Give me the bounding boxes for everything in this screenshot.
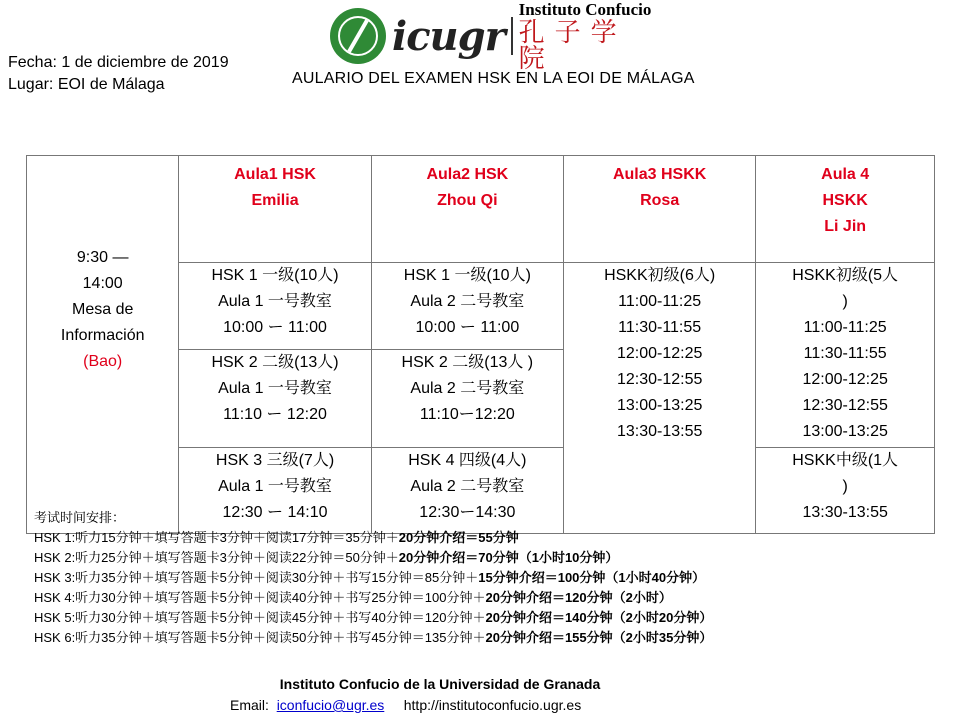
note-row-hsk1 xyxy=(34,528,712,548)
exam-place: Lugar: EOI de Málaga xyxy=(8,76,165,93)
note-bold: 20分钟介绍＝155分钟（2小时35分钟） xyxy=(485,630,713,645)
notes-heading: 考试时间安排： xyxy=(34,510,126,525)
session-level: HSK 4 四级(4人) xyxy=(408,452,527,469)
website-url[interactable]: http://institutoconfucio.ugr.es xyxy=(403,697,582,713)
session-level: HSK 3 三级(7人) xyxy=(215,452,335,469)
time-slot: 12:30-12:55 xyxy=(802,397,888,414)
desk-time-end: 14:00 xyxy=(82,274,123,292)
aula2-session-2 xyxy=(371,350,563,448)
aula2-session-1 xyxy=(371,263,563,350)
session-room: Aula 2 二号教室 xyxy=(410,293,525,310)
aula4-sessions-2 xyxy=(756,448,935,534)
session-level: HSKK中级(1人 xyxy=(792,452,899,469)
session-time: 10:00 ー 11:00 xyxy=(223,319,327,336)
aula4-header xyxy=(756,156,935,263)
time-slot: 11:00-11:25 xyxy=(618,293,702,310)
institute-name-en: Instituto Confucio xyxy=(518,0,652,19)
session-level: HSKK初级(5人 xyxy=(792,267,899,284)
note-bold: 15分钟介绍＝100分钟（1小时40分钟） xyxy=(478,570,706,585)
aula4-teacher: Li Jin xyxy=(824,218,867,235)
time-slot: 11:30-11:55 xyxy=(618,319,702,336)
aula2-header xyxy=(371,156,563,263)
aula3-title: Aula3 HSKK xyxy=(612,166,707,183)
aula2-teacher: Zhou Qi xyxy=(437,192,498,209)
schedule-table xyxy=(26,155,935,534)
session-level-cont: ) xyxy=(842,478,848,495)
aula4-sessions-1 xyxy=(756,263,935,448)
session-time: 12:30ー14:30 xyxy=(419,504,516,521)
session-level: HSK 1 一级(10人) xyxy=(403,267,531,284)
aula2-title: Aula2 HSK xyxy=(426,166,509,183)
footer-contact xyxy=(230,697,581,713)
time-slot: 13:30-13:55 xyxy=(616,423,703,440)
time-slot: 11:30-11:55 xyxy=(803,345,887,362)
session-level: HSK 2 二级(13人 ) xyxy=(401,354,534,371)
note-row-hsk2 xyxy=(34,548,712,568)
aula1-title: Aula1 HSK xyxy=(234,166,316,183)
note-bold: 20分钟介绍＝140分钟（2小时20分钟） xyxy=(485,610,713,625)
time-slot: 12:00-12:25 xyxy=(616,345,703,362)
note-row-hsk4 xyxy=(34,588,712,608)
time-slot: 13:00-13:25 xyxy=(616,397,703,414)
aula3-teacher: Rosa xyxy=(640,192,680,209)
note-plain: HSK 5:听力30分钟＋填写答题卡5分钟＋阅读45分钟＋书写40分钟＝120分钟＋ xyxy=(34,610,486,625)
session-time: 11:10ー12:20 xyxy=(419,406,515,423)
session-time: 10:00 ー 11:00 xyxy=(415,319,520,336)
session-level-cont: ) xyxy=(842,293,848,310)
note-plain: HSK 2:听力25分钟＋填写答题卡3分钟＋阅读22分钟＝50分钟＋ xyxy=(34,550,399,565)
note-plain: HSK 3:听力35分钟＋填写答题卡5分钟＋阅读30分钟＋书写15分钟＝85分钟＋ xyxy=(34,570,479,585)
aula1-header xyxy=(179,156,371,263)
aula3-sessions xyxy=(564,263,756,534)
note-plain: HSK 6:听力35分钟＋填写答题卡5分钟＋阅读50分钟＋书写45分钟＝135分钟＋ xyxy=(34,630,486,645)
brand-wordmark: icugr xyxy=(392,12,505,60)
desk-label-2: Información xyxy=(60,326,145,344)
time-slot: 13:00-13:25 xyxy=(802,423,888,440)
aula4-title: Aula 4 xyxy=(821,166,870,183)
brand-divider xyxy=(511,17,513,55)
session-level: HSKK初级(6人) xyxy=(604,267,716,284)
email-label: Email: xyxy=(230,697,269,713)
exam-meta xyxy=(8,52,229,96)
aula3-header xyxy=(564,156,756,263)
note-row-hsk3 xyxy=(34,568,712,588)
time-slot: 12:00-12:25 xyxy=(802,371,888,388)
note-bold: 20分钟介绍＝70分钟（1小时10分钟） xyxy=(398,550,619,565)
aula1-teacher: Emilia xyxy=(251,192,299,209)
time-slot: 13:30-13:55 xyxy=(802,504,888,521)
aula4-exam: HSKK xyxy=(822,192,868,209)
confucius-seal-icon xyxy=(330,8,386,64)
note-bold: 20分钟介绍＝120分钟（2小时） xyxy=(485,590,672,605)
footer-institution: Instituto Confucio de la Universidad de Granada xyxy=(279,676,601,692)
aula1-session-2 xyxy=(179,350,371,448)
exam-duration-notes xyxy=(34,508,712,648)
session-room: Aula 2 二号教室 xyxy=(410,478,525,495)
aula1-session-1 xyxy=(179,263,371,350)
info-desk-cell xyxy=(27,156,179,534)
time-slot: 11:00-11:25 xyxy=(803,319,887,336)
institute-name-cn: 孔子学院 xyxy=(518,17,627,74)
session-room: Aula 1 一号教室 xyxy=(218,293,332,310)
time-slot: 12:30-12:55 xyxy=(616,371,703,388)
note-plain: HSK 1:听力15分钟＋填写答题卡3分钟＋阅读17分钟＝35分钟＋ xyxy=(34,530,399,545)
session-level: HSK 2 二级(13人) xyxy=(211,354,339,371)
brand-names xyxy=(519,1,660,72)
desk-time-start: 9:30 — xyxy=(76,248,129,266)
desk-person: (Bao) xyxy=(83,352,123,370)
session-time: 12:30 ー 14:10 xyxy=(222,504,328,521)
exam-date: Fecha: 1 de diciembre de 2019 xyxy=(8,54,229,71)
session-room: Aula 2 二号教室 xyxy=(410,380,525,397)
session-level: HSK 1 一级(10人) xyxy=(211,267,339,284)
desk-label-1: Mesa de xyxy=(72,300,134,318)
note-plain: HSK 4:听力30分钟＋填写答题卡5分钟＋阅读40分钟＋书写25分钟＝100分钟＋ xyxy=(34,590,486,605)
header-row xyxy=(27,156,935,263)
note-row-hsk5 xyxy=(34,608,712,628)
session-room: Aula 1 一号教室 xyxy=(218,478,332,495)
note-bold: 20分钟介绍＝55分钟 xyxy=(398,530,519,545)
session-room: Aula 1 一号教室 xyxy=(218,380,332,397)
institute-logo xyxy=(330,0,660,74)
note-row-hsk6 xyxy=(34,628,712,648)
email-link[interactable]: iconfucio@ugr.es xyxy=(276,697,385,713)
page-title: AULARIO DEL EXAMEN HSK EN LA EOI DE MÁLAGA xyxy=(292,70,695,87)
session-time: 11:10 ー 12:20 xyxy=(223,406,327,423)
